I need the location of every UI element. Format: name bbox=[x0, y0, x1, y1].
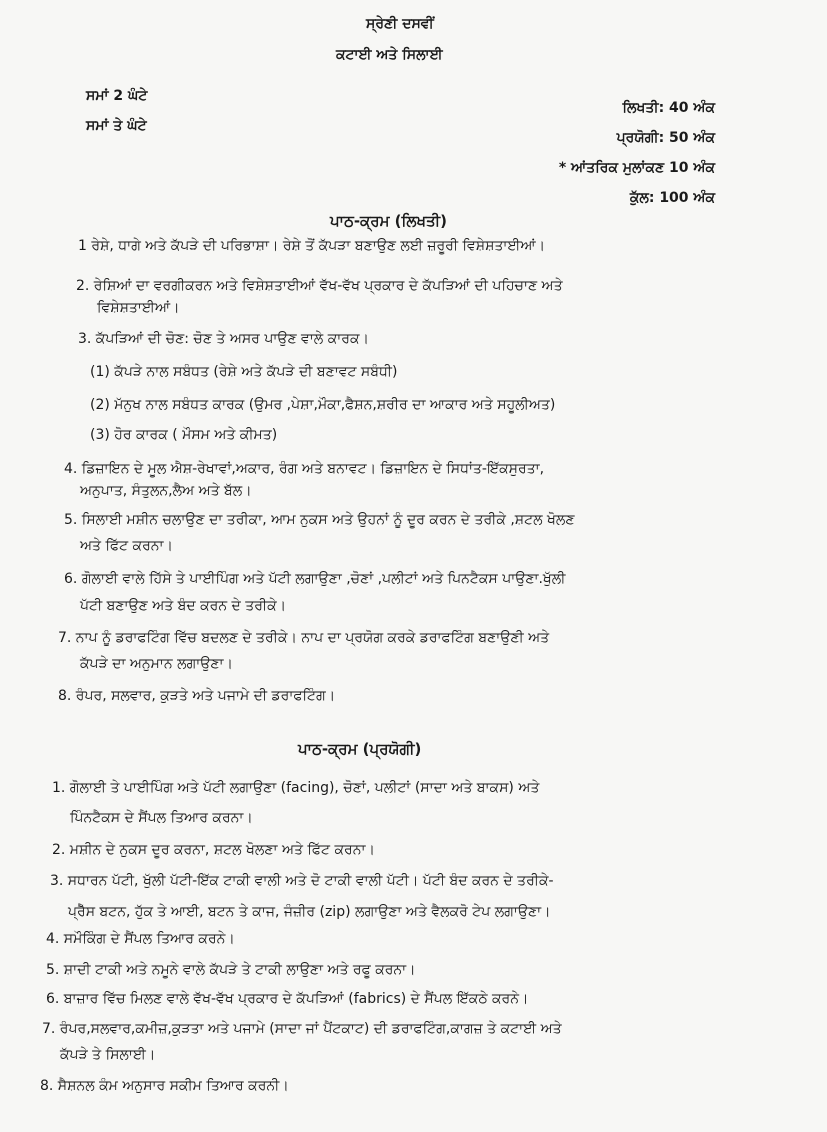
marks-internal: * ਆਂਤਰਿਕ ਮੁਲਾਂਕਣ 10 ਅੰਕ bbox=[558, 160, 715, 176]
practical-line: 2. ਮਸ਼ੀਨ ਦੇ ਨੁਕਸ ਦੂਰ ਕਰਨਾ, ਸ਼ਟਲ ਖੋਲਣਾ ਅਤੇ ਫਿੱਟ ਕਰਨਾ। bbox=[52, 842, 375, 858]
practical-line: 4. ਸਮੌਕਿੰਗ ਦੇ ਸੈਂਪਲ ਤਿਆਰ ਕਰਨੇ। bbox=[46, 931, 235, 947]
practical-line: ਕੱਪੜੇ ਤੇ ਸਿਲਾਈ। bbox=[60, 1047, 156, 1063]
practical-line: ਪਿੰਨਟੈਕਸ ਦੇ ਸੈਂਪਲ ਤਿਆਰ ਕਰਨਾ। bbox=[70, 810, 253, 826]
written-line: 4. ਡਿਜ਼ਾਇਨ ਦੇ ਮੂਲ ਐਸ਼-ਰੇਖਾਵਾਂ,ਅਕਾਰ, ਰੰਗ ਅਤੇ ਬਨਾਵਟ। ਡਿਜ਼ਾਇਨ ਦੇ ਸਿਧਾਂਤ-ਇੱਕਸੁਰਤਾ, bbox=[64, 461, 545, 477]
written-line: 2. ਰੇਸ਼ਿਆਂ ਦਾ ਵਰਗੀਕਰਨ ਅਤੇ ਵਿਸ਼ੇਸ਼ਤਾਈਆਂ ਵੱਖ-ਵੱਖ ਪ੍ਰਕਾਰ ਦੇ ਕੱਪੜਿਆਂ ਦੀ ਪਹਿਚਾਣ ਅਤੇ bbox=[76, 278, 563, 294]
practical-line: 5. ਸ਼ਾਦੀ ਟਾਕੀ ਅਤੇ ਨਮੂਨੇ ਵਾਲੇ ਕੱਪੜੇ ਤੇ ਟਾਕੀ ਲਾਉਣਾ ਅਤੇ ਰਫੂ ਕਰਨਾ। bbox=[46, 962, 416, 978]
written-line: 6. ਗੋਲਾਈ ਵਾਲੇ ਹਿੱਸੇ ਤੇ ਪਾਈਪਿੰਗ ਅਤੇ ਪੱਟੀ ਲਗਾਉਣਾ ,ਚੋਣਾਂ ,ਪਲੀਟਾਂ ਅਤੇ ਪਿਨਟੈਕਸ ਪਾਉਣਾ.ਖੁੱਲੀ bbox=[64, 571, 566, 587]
practical-line: ਪ੍ਰੈੱਸ ਬਟਨ, ਹੁੱਕ ਤੇ ਆਈ, ਬਟਨ ਤੇ ਕਾਜ, ਜੰਜ਼ੀਰ (zip) ਲਗਾਉਣਾ ਅਤੇ ਵੈਲਕਰੋ ਟੇਪ ਲਗਾਉਣਾ। bbox=[68, 904, 551, 920]
class-title: ਸ੍ਰੇਣੀ ਦਸਵੀਂ bbox=[366, 16, 434, 32]
written-line: 5. ਸਿਲਾਈ ਮਸ਼ੀਨ ਚਲਾਉਣ ਦਾ ਤਰੀਕਾ, ਆਮ ਨੁਕਸ ਅਤੇ ਉਹਨਾਂ ਨੂੰ ਦੂਰ ਕਰਨ ਦੇ ਤਰੀਕੇ ,ਸ਼ਟਲ ਖੋਲਣ bbox=[64, 512, 575, 528]
practical-line: 3. ਸਧਾਰਨ ਪੱਟੀ, ਖੁੱਲੀ ਪੱਟੀ-ਇੱਕ ਟਾਕੀ ਵਾਲੀ ਅਤੇ ਦੋ ਟਾਕੀ ਵਾਲੀ ਪੱਟੀ। ਪੱਟੀ ਬੰਦ ਕਰਨ ਦੇ ਤਰੀਕੇ- bbox=[50, 873, 554, 889]
written-line: ਵਿਸ਼ੇਸ਼ਤਾਈਆਂ। bbox=[97, 300, 180, 316]
practical-line: 8. ਸੈਸ਼ਨਲ ਕੰਮ ਅਨੁਸਾਰ ਸਕੀਮ ਤਿਆਰ ਕਰਨੀ। bbox=[40, 1078, 289, 1094]
marks-total: ਕੁੱਲ: 100 ਅੰਕ bbox=[629, 190, 715, 206]
written-line: (2) ਮੱਨੁਖ ਨਾਲ ਸਬੰਧਤ ਕਾਰਕ (ਉਮਰ ,ਪੇਸ਼ਾ,ਮੌਕਾ,ਫੈਸ਼ਨ,ਸ਼ਰੀਰ ਦਾ ਆਕਾਰ ਅਤੇ ਸਹੂਲੀਅਤ) bbox=[90, 397, 556, 413]
time-line-2: ਸਮਾਂ ਤੇ ਘੰਟੇ bbox=[86, 118, 147, 134]
written-line: (3) ਹੋਰ ਕਾਰਕ ( ਮੌਸਮ ਅਤੇ ਕੀਮਤ) bbox=[90, 427, 278, 443]
marks-practical: ਪ੍ਰਯੋਗੀ: 50 ਅੰਕ bbox=[616, 130, 715, 146]
practical-syllabus-heading: ਪਾਠ-ਕ੍ਰਮ (ਪ੍ਰਯੋਗੀ) bbox=[298, 740, 422, 758]
written-line: ਅਨੁਪਾਤ, ਸੰਤੁਲਨ,ਲੈਅ ਅਤੇ ਬੱਲ। bbox=[80, 483, 252, 499]
marks-written: ਲਿਖਤੀ: 40 ਅੰਕ bbox=[622, 100, 715, 116]
written-line: 1 ਰੇਸ਼ੇ, ਧਾਗੇ ਅਤੇ ਕੱਪੜੇ ਦੀ ਪਰਿਭਾਸ਼ਾ। ਰੇਸ਼ੇ ਤੋਂ ਕੱਪੜਾ ਬਣਾਉਣ ਲਈ ਜ਼ਰੂਰੀ ਵਿਸ਼ੇਸ਼ਤਾਈਆਂ। bbox=[78, 238, 546, 254]
written-line: (1) ਕੱਪੜੇ ਨਾਲ ਸਬੰਧਤ (ਰੇਸ਼ੇ ਅਤੇ ਕੱਪੜੇ ਦੀ ਬਣਾਵਟ ਸਬੰਧੀ) bbox=[90, 364, 398, 380]
subject-title: ਕਟਾਈ ਅਤੇ ਸਿਲਾਈ bbox=[336, 47, 443, 63]
written-line: 7. ਨਾਪ ਨੂੰ ਡਰਾਫਟਿੰਗ ਵਿੱਚ ਬਦਲਣ ਦੇ ਤਰੀਕੇ। ਨਾਪ ਦਾ ਪ੍ਰਯੋਗ ਕਰਕੇ ਡਰਾਫਟਿੰਗ ਬਣਾਉਣੀ ਅਤੇ bbox=[58, 630, 550, 646]
written-line: 3. ਕੱਪੜਿਆਂ ਦੀ ਚੋਣ: ਚੋਣ ਤੇ ਅਸਰ ਪਾਉਣ ਵਾਲੇ ਕਾਰਕ। bbox=[78, 331, 369, 347]
time-line-1: ਸਮਾਂ 2 ਘੰਟੇ bbox=[86, 88, 148, 104]
practical-line: 1. ਗੋਲਾਈ ਤੇ ਪਾਈਪਿੰਗ ਅਤੇ ਪੱਟੀ ਲਗਾਉਣਾ (facing), ਚੋਣਾਂ, ਪਲੀਟਾਂ (ਸਾਦਾ ਅਤੇ ਬਾਕਸ) ਅਤੇ bbox=[52, 780, 540, 796]
written-line: 8. ਰੰਪਰ, ਸਲਵਾਰ, ਕੁੜਤੇ ਅਤੇ ਪਜਾਮੇ ਦੀ ਡਰਾਫਟਿੰਗ। bbox=[58, 688, 336, 704]
written-line: ਅਤੇ ਫਿੱਟ ਕਰਨਾ। bbox=[80, 538, 173, 554]
written-line: ਪੱਟੀ ਬਣਾਉਣ ਅਤੇ ਬੰਦ ਕਰਨ ਦੇ ਤਰੀਕੇ। bbox=[80, 598, 287, 614]
written-syllabus-heading: ਪਾਠ-ਕ੍ਰਮ (ਲਿਖਤੀ) bbox=[330, 212, 447, 230]
practical-line: 7. ਰੰਪਰ,ਸਲਵਾਰ,ਕਮੀਜ਼,ਕੁੜਤਾ ਅਤੇ ਪਜਾਮੇ (ਸਾਦਾ ਜਾਂ ਪੈਂਟਕਾਟ) ਦੀ ਡਰਾਫਟਿੰਗ,ਕਾਗਜ਼ ਤੇ ਕਟਾਈ ਅਤੇ bbox=[42, 1021, 562, 1037]
practical-line: 6. ਬਾਜ਼ਾਰ ਵਿੱਚ ਮਿਲਣ ਵਾਲੇ ਵੱਖ-ਵੱਖ ਪ੍ਰਕਾਰ ਦੇ ਕੱਪੜਿਆਂ (fabrics) ਦੇ ਸੈਂਪਲ ਇੱਕਠੇ ਕਰਨੇ। bbox=[46, 991, 529, 1007]
written-line: ਕੱਪੜੇ ਦਾ ਅਨੁਮਾਨ ਲਗਾਉਣਾ। bbox=[80, 656, 233, 672]
